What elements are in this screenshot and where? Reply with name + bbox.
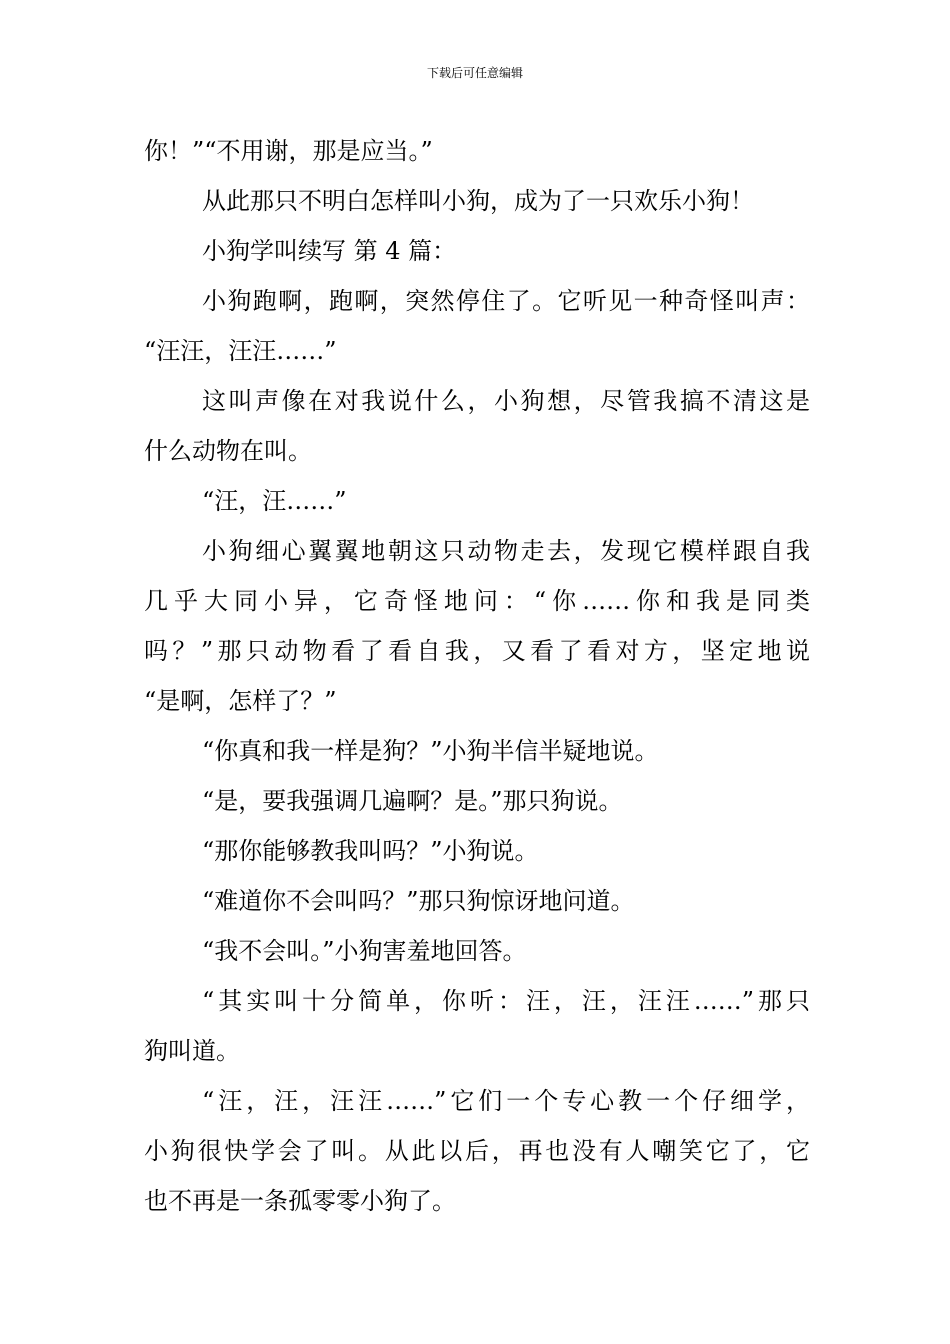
page-header: 下载后可任意编辑 — [426, 66, 523, 80]
text-line: 小狗很快学会了叫。从此以后，再也没有人嘲笑它了，它 — [144, 1137, 810, 1165]
text-line: 从此那只不明白怎样叫小狗，成为了一只欢乐小狗！ — [202, 187, 754, 215]
text-line: “是，要我强调几遍啊？是。”那只狗说。 — [202, 787, 623, 815]
text-line: 几乎大同小异，它奇怪地问：“你……你和我是同类 — [144, 587, 810, 615]
text-line: “其实叫十分简单，你听：汪，汪，汪汪……”那只 — [202, 987, 810, 1015]
text-line: “你真和我一样是狗？”小狗半信半疑地说。 — [202, 737, 659, 765]
text-line: 这叫声像在对我说什么，小狗想，尽管我搞不清这是 — [202, 387, 810, 415]
text-line: 小狗学叫续写 第 4 篇： — [202, 237, 457, 265]
text-line: “是啊，怎样了？” — [144, 687, 337, 715]
text-line: 小狗细心翼翼地朝这只动物走去，发现它模样跟自我 — [202, 537, 810, 565]
text-line: “汪，汪，汪汪……”它们一个专心教一个仔细学， — [202, 1087, 810, 1115]
text-line: 也不再是一条孤零零小狗了。 — [144, 1187, 456, 1215]
text-line: 小狗跑啊，跑啊，突然停住了。它听见一种奇怪叫声： — [202, 287, 810, 315]
text-line: “那你能够教我叫吗？”小狗说。 — [202, 837, 539, 865]
text-line: “汪，汪……” — [202, 487, 347, 515]
text-line: 什么动物在叫。 — [144, 437, 312, 465]
text-line: 吗？”那只动物看了看自我，又看了看对方，坚定地说 — [144, 637, 810, 665]
text-line: 狗叫道。 — [144, 1037, 240, 1065]
text-line: “汪汪，汪汪……” — [144, 337, 337, 365]
text-line: 你！”“不用谢，那是应当。” — [144, 137, 433, 165]
document-body — [144, 126, 810, 1226]
text-line: “难道你不会叫吗？”那只狗惊讶地问道。 — [202, 887, 635, 915]
text-line: “我不会叫。”小狗害羞地回答。 — [202, 937, 527, 965]
